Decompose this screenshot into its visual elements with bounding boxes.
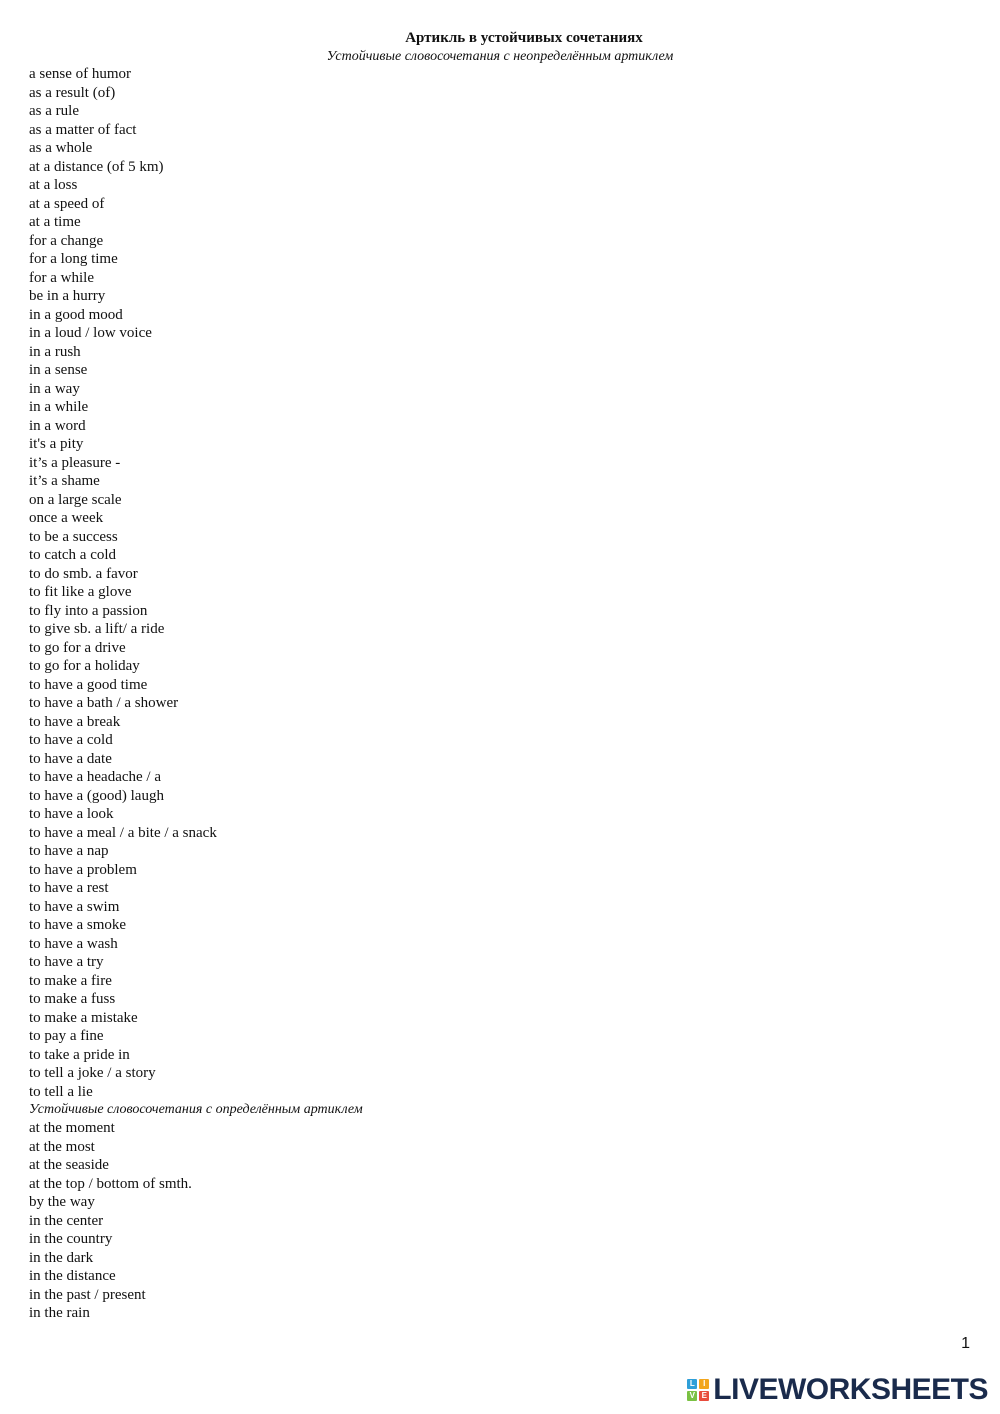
phrase-item: to have a look — [29, 806, 114, 822]
phrase-item: to go for a drive — [29, 639, 126, 656]
section-heading-definite: Устойчивые словосочетания с определённым артиклем — [29, 1102, 363, 1117]
logo-letter-i: I — [699, 1379, 709, 1389]
phrase-item: to tell a joke / a story — [29, 1065, 156, 1081]
phrase-item: in the center — [29, 1212, 104, 1229]
phrase-item: to take a pride in — [29, 1046, 130, 1063]
phrase-item: a sense of humor — [29, 66, 132, 82]
phrase-item: at a distance (of 5 km) — [29, 158, 164, 175]
phrase-item: at the moment — [29, 1120, 115, 1136]
phrase-item: to make a mistake — [29, 1009, 138, 1026]
phrase-item: to have a break — [29, 713, 121, 730]
brand-name: LIVEWORKSHEETS — [713, 1373, 988, 1406]
phrase-item: by the way — [29, 1194, 95, 1210]
logo-icon — [687, 1379, 709, 1401]
phrase-item: to do smb. a favor — [29, 565, 138, 582]
phrase-item: in a sense — [29, 362, 88, 378]
phrase-item: to have a rest — [29, 880, 109, 896]
phrase-item: in a while — [29, 399, 89, 415]
phrase-item: for a long time — [29, 251, 118, 267]
phrase-item: as a whole — [29, 140, 93, 156]
phrase-item: in the rain — [29, 1305, 90, 1321]
phrase-item: once a week — [29, 510, 104, 526]
phrase-item: to be a success — [29, 528, 118, 545]
phrase-item: in the past / present — [29, 1286, 146, 1303]
definite-phrase-list — [29, 1119, 192, 1323]
phrase-item: in the distance — [29, 1268, 116, 1284]
phrase-item: to go for a holiday — [29, 658, 140, 674]
phrase-item: it’s a pleasure - — [29, 454, 121, 471]
phrase-item: at the seaside — [29, 1157, 109, 1173]
phrase-item: to give sb. a lift/ a ride — [29, 621, 165, 637]
page-number: 1 — [961, 1335, 970, 1352]
document-title: Артикль в устойчивых сочетаниях — [405, 30, 643, 46]
phrase-item: for a change — [29, 232, 104, 249]
phrase-item: it's a pity — [29, 436, 84, 452]
phrase-item: in a rush — [29, 343, 81, 360]
phrase-item: in the dark — [29, 1249, 94, 1266]
phrase-item: to make a fuss — [29, 991, 116, 1007]
phrase-item: at a time — [29, 214, 81, 230]
phrase-item: to fly into a passion — [29, 602, 148, 619]
phrase-item: it’s a shame — [29, 473, 100, 489]
phrase-item: to have a swim — [29, 898, 120, 915]
phrase-item: in a word — [29, 417, 86, 434]
phrase-item: in a way — [29, 380, 80, 397]
phrase-item: to have a cold — [29, 732, 113, 748]
liveworksheets-logo — [687, 1374, 988, 1406]
logo-letter-v: V — [687, 1391, 697, 1401]
phrase-item: to have a date — [29, 750, 112, 767]
phrase-item: to have a (good) laugh — [29, 787, 164, 804]
phrase-item: in the country — [29, 1231, 113, 1247]
phrase-item: be in a hurry — [29, 288, 106, 304]
phrase-item: as a matter of fact — [29, 121, 137, 138]
phrase-item: to have a bath / a shower — [29, 695, 179, 711]
phrase-item: to have a headache / a — [29, 769, 162, 785]
phrase-item: to have a try — [29, 954, 104, 970]
phrase-item: to tell a lie — [29, 1083, 93, 1100]
phrase-item: at a loss — [29, 177, 78, 193]
phrase-item: to fit like a glove — [29, 584, 132, 600]
phrase-item: to have a nap — [29, 843, 109, 859]
phrase-item: as a result (of) — [29, 84, 116, 101]
phrase-item: to have a smoke — [29, 917, 127, 933]
phrase-item: to make a fire — [29, 972, 112, 989]
phrase-item: to have a good time — [29, 676, 148, 693]
section-heading-indefinite: Устойчивые словосочетания с неопределённым артиклем — [326, 49, 674, 64]
phrase-item: at a speed of — [29, 195, 105, 212]
logo-letter-e: E — [699, 1391, 709, 1401]
phrase-item: to have a problem — [29, 861, 137, 878]
phrase-item: in a good mood — [29, 306, 123, 323]
phrase-item: in a loud / low voice — [29, 325, 152, 341]
phrase-item: as a rule — [29, 103, 79, 119]
phrase-item: to have a meal / a bite / a snack — [29, 824, 217, 841]
phrase-item: at the most — [29, 1138, 95, 1155]
phrase-item: for a while — [29, 269, 94, 286]
phrase-item: to catch a cold — [29, 547, 117, 563]
phrase-item: on a large scale — [29, 491, 122, 508]
phrase-item: at the top / bottom of smth. — [29, 1175, 192, 1192]
indefinite-phrase-list — [29, 65, 217, 1101]
logo-letter-l: L — [687, 1379, 697, 1389]
phrase-item: to pay a fine — [29, 1028, 104, 1044]
phrase-item: to have a wash — [29, 935, 118, 952]
